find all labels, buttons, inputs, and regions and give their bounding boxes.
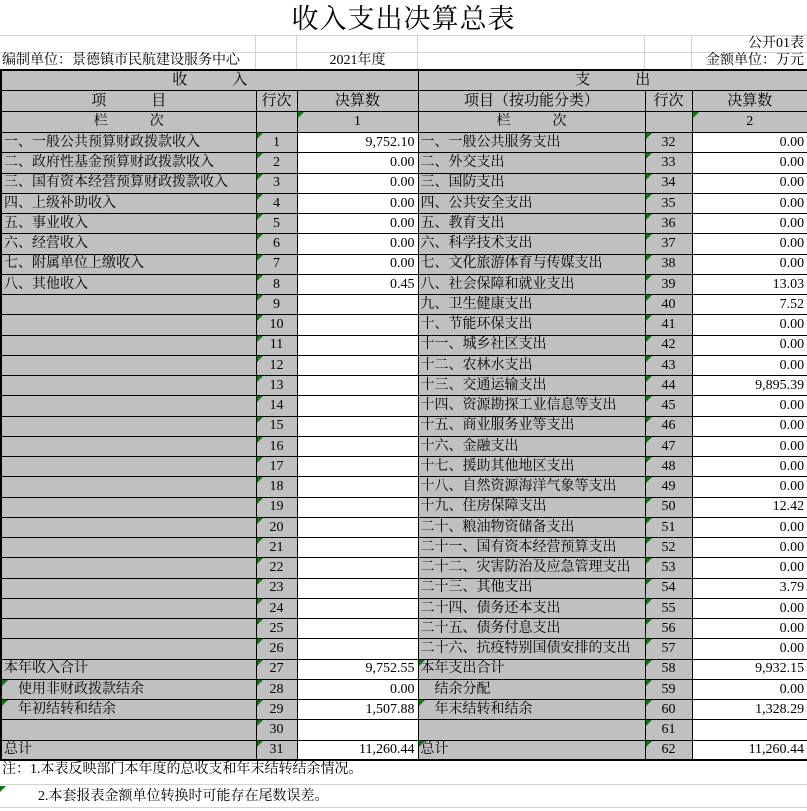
table-row [1,720,807,740]
income-amount-cell[interactable]: 0.00 [297,193,418,213]
income-row-number-cell[interactable]: 13 [256,376,297,396]
income-item-cell[interactable]: 一、一般公共预算财政拨款收入 [1,133,256,153]
income-item-cell[interactable] [1,517,256,537]
expense-amount-cell[interactable]: 3.79 [692,578,807,598]
expense-amount-cell[interactable]: 13.03 [692,274,807,294]
income-amount-cell[interactable]: 0.00 [297,173,418,193]
income-row-number-cell[interactable]: 29 [256,700,297,720]
income-item-header[interactable]: 项 目 [1,91,256,112]
expense-item-cell[interactable]: 十三、交通运输支出 [418,376,645,396]
income-column-index[interactable]: 1 [297,112,418,133]
table-row [1,416,807,436]
income-item-cell[interactable]: 年初结转和结余 [1,700,256,720]
income-item-cell[interactable] [1,477,256,497]
expense-row-number-cell[interactable]: 42 [645,335,692,355]
income-amount-cell[interactable]: 1,507.88 [297,700,418,720]
cell-error-marker [0,786,6,792]
expense-item-cell[interactable]: 本年支出合计 [418,659,645,679]
income-item-cell[interactable]: 使用非财政拨款结余 [1,679,256,699]
table-row [1,436,807,456]
income-amount-cell[interactable] [297,477,418,497]
expense-row-number-cell[interactable]: 55 [645,598,692,618]
table-row [1,558,807,578]
expense-item-cell[interactable]: 十六、金融支出 [418,436,645,456]
expense-row-number-cell[interactable]: 45 [645,396,692,416]
expense-item-cell[interactable]: 八、社会保障和就业支出 [418,274,645,294]
expense-amount-cell[interactable] [692,720,807,740]
income-item-cell[interactable] [1,578,256,598]
income-amount-cell[interactable]: 0.00 [297,234,418,254]
expense-column-blank-cell[interactable] [645,112,692,133]
expense-row-number-cell[interactable]: 52 [645,538,692,558]
table-row [1,335,807,355]
expense-item-cell[interactable]: 六、科学技术支出 [418,234,645,254]
expense-item-cell[interactable]: 结余分配 [418,679,645,699]
income-row-number-cell[interactable]: 31 [256,740,297,760]
income-item-cell[interactable] [1,619,256,639]
expense-amount-cell[interactable]: 0.00 [692,315,807,335]
income-amount-cell[interactable]: 0.00 [297,254,418,274]
expense-amount-cell[interactable]: 0.00 [692,639,807,659]
expense-amount-cell[interactable]: 0.00 [692,193,807,213]
expense-item-cell[interactable]: 七、文化旅游体育与传媒支出 [418,254,645,274]
expense-row-number-cell[interactable]: 32 [645,133,692,153]
income-item-cell[interactable]: 四、上级补助收入 [1,193,256,213]
expense-amount-cell[interactable]: 0.00 [692,679,807,699]
expense-item-cell[interactable]: 五、教育支出 [418,214,645,234]
income-item-cell[interactable] [1,538,256,558]
expense-row-number-cell[interactable]: 53 [645,558,692,578]
income-item-cell[interactable]: 二、政府性基金预算财政拨款收入 [1,153,256,173]
income-row-number-cell[interactable]: 16 [256,436,297,456]
income-item-cell[interactable] [1,416,256,436]
page-title: 收入支出决算总表 [291,4,516,34]
income-item-cell[interactable] [1,558,256,578]
expense-item-cell[interactable]: 十八、自然资源海洋气象等支出 [418,477,645,497]
income-row-number-cell[interactable]: 17 [256,457,297,477]
income-row-number-cell[interactable]: 9 [256,295,297,315]
income-row-number-cell[interactable]: 20 [256,517,297,537]
expense-row-number-header[interactable]: 行次 [645,91,692,112]
table-row [1,598,807,618]
expense-item-cell[interactable]: 一、一般公共服务支出 [418,133,645,153]
sheet-tag: 公开01表 [748,36,804,51]
income-section-header[interactable]: 收 入 [1,70,418,91]
expense-amount-cell[interactable]: 0.00 [692,254,807,274]
expense-item-cell[interactable]: 十九、住房保障支出 [418,497,645,517]
income-row-number-cell[interactable]: 18 [256,477,297,497]
table-row [1,315,807,335]
income-item-cell[interactable] [1,355,256,375]
income-row-number-header[interactable]: 行次 [256,91,297,112]
income-amount-cell[interactable]: 9,752.10 [297,133,418,153]
expense-amount-cell[interactable]: 9,895.39 [692,376,807,396]
income-row-number-cell[interactable]: 8 [256,274,297,294]
income-row-number-cell[interactable]: 10 [256,315,297,335]
expense-item-cell[interactable]: 二十四、债务还本支出 [418,598,645,618]
expense-amount-cell[interactable]: 0.00 [692,598,807,618]
income-row-number-cell[interactable]: 15 [256,416,297,436]
expense-row-number-cell[interactable]: 59 [645,679,692,699]
income-item-cell[interactable]: 总计 [1,740,256,760]
table-row [1,639,807,659]
expense-row-number-cell[interactable]: 62 [645,740,692,760]
income-item-cell[interactable]: 六、经营收入 [1,234,256,254]
expense-row-number-cell[interactable]: 41 [645,315,692,335]
expense-row-number-cell[interactable]: 37 [645,234,692,254]
fiscal-year-label: 2021年度 [329,53,386,68]
income-row-number-cell[interactable]: 26 [256,639,297,659]
income-row-number-cell[interactable]: 21 [256,538,297,558]
expense-item-cell[interactable]: 二、外交支出 [418,153,645,173]
expense-item-cell[interactable]: 二十三、其他支出 [418,578,645,598]
expense-amount-cell[interactable]: 0.00 [692,416,807,436]
expense-amount-cell[interactable]: 0.00 [692,558,807,578]
income-item-cell[interactable] [1,376,256,396]
expense-row-number-cell[interactable]: 49 [645,477,692,497]
income-amount-cell[interactable] [297,619,418,639]
gridline-horizontal [0,784,807,785]
income-amount-cell[interactable]: 0.00 [297,214,418,234]
expense-row-number-cell[interactable]: 38 [645,254,692,274]
income-amount-cell[interactable] [297,497,418,517]
expense-item-cell[interactable]: 二十、粮油物资储备支出 [418,517,645,537]
table-row [1,376,807,396]
income-amount-cell[interactable] [297,558,418,578]
income-row-number-cell[interactable]: 11 [256,335,297,355]
income-item-cell[interactable] [1,315,256,335]
income-amount-cell[interactable] [297,355,418,375]
expense-item-cell[interactable]: 二十六、抗疫特别国债安排的支出 [418,639,645,659]
table-row [1,173,807,193]
income-row-number-cell[interactable]: 24 [256,598,297,618]
income-amount-cell[interactable] [297,436,418,456]
table-row [1,457,807,477]
income-item-cell[interactable] [1,497,256,517]
income-row-number-cell[interactable]: 2 [256,153,297,173]
income-row-number-cell[interactable]: 27 [256,659,297,679]
income-row-number-cell[interactable]: 3 [256,173,297,193]
income-amount-cell[interactable] [297,335,418,355]
expense-amount-cell[interactable]: 11,260.44 [692,740,807,760]
expense-row-number-cell[interactable]: 35 [645,193,692,213]
expense-item-cell[interactable]: 十、节能环保支出 [418,315,645,335]
income-row-number-cell[interactable]: 12 [256,355,297,375]
footnote-2: 2.本套报表金额单位转换时可能存在尾数误差。 [38,789,329,804]
expense-row-number-cell[interactable]: 39 [645,274,692,294]
expense-item-cell[interactable]: 十七、援助其他地区支出 [418,457,645,477]
expense-row-number-cell[interactable]: 56 [645,619,692,639]
footnote-1: 注：1.本表反映部门本年度的总收支和年末结转结余情况。 [2,762,363,777]
gridline-vertical [255,35,256,69]
income-row-number-cell[interactable]: 23 [256,578,297,598]
final-accounts-table [0,69,807,761]
expense-amount-cell[interactable]: 0.00 [692,619,807,639]
expense-amount-cell[interactable]: 0.00 [692,173,807,193]
income-item-cell[interactable]: 八、其他收入 [1,274,256,294]
table-row [1,517,807,537]
income-row-number-cell[interactable]: 28 [256,679,297,699]
table-row [1,193,807,213]
income-item-cell[interactable]: 本年收入合计 [1,659,256,679]
table-row [1,700,807,720]
expense-row-number-cell[interactable]: 34 [645,173,692,193]
expense-amount-cell[interactable]: 0.00 [692,457,807,477]
expense-amount-cell[interactable]: 1,328.29 [692,700,807,720]
amount-unit-label: 金额单位：万元 [706,53,804,68]
income-amount-cell[interactable] [297,538,418,558]
expense-section-header[interactable]: 支 出 [418,70,807,91]
table-row [1,679,807,699]
income-amount-cell[interactable] [297,720,418,740]
column-index-row [1,112,807,133]
expense-row-number-cell[interactable]: 47 [645,436,692,456]
income-item-cell[interactable]: 七、附属单位上缴收入 [1,254,256,274]
income-item-cell[interactable] [1,639,256,659]
table-row [1,133,807,153]
expense-item-cell[interactable]: 十四、资源勘探工业信息等支出 [418,396,645,416]
income-row-number-cell[interactable]: 6 [256,234,297,254]
expense-item-cell[interactable]: 年末结转和结余 [418,700,645,720]
income-row-number-cell[interactable]: 4 [256,193,297,213]
expense-amount-cell[interactable]: 0.00 [692,153,807,173]
income-row-number-cell[interactable]: 30 [256,720,297,740]
income-row-number-cell[interactable]: 22 [256,558,297,578]
table-row [1,659,807,679]
income-item-cell[interactable]: 三、国有资本经营预算财政拨款收入 [1,173,256,193]
income-amount-cell[interactable] [297,578,418,598]
expense-row-number-cell[interactable]: 60 [645,700,692,720]
prepared-by-label: 编制单位：景德镇市民航建设服务中心 [2,53,240,68]
expense-row-number-cell[interactable]: 61 [645,720,692,740]
income-item-cell[interactable] [1,457,256,477]
income-amount-cell[interactable] [297,416,418,436]
table-row [1,234,807,254]
income-item-cell[interactable]: 五、事业收入 [1,214,256,234]
income-amount-cell[interactable]: 0.00 [297,679,418,699]
table-row [1,153,807,173]
table-row [1,355,807,375]
expense-item-cell[interactable]: 二十一、国有资本经营预算支出 [418,538,645,558]
expense-row-number-cell[interactable]: 54 [645,578,692,598]
expense-item-cell[interactable]: 总计 [418,740,645,760]
income-row-number-cell[interactable]: 14 [256,396,297,416]
gridline-vertical [644,35,645,69]
expense-column-label[interactable]: 栏 次 [418,112,645,133]
expense-item-cell[interactable]: 二十二、灾害防治及应急管理支出 [418,558,645,578]
gridline-vertical [691,35,692,69]
expense-amount-cell[interactable]: 0.00 [692,396,807,416]
income-row-number-cell[interactable]: 5 [256,214,297,234]
income-row-number-cell[interactable]: 1 [256,133,297,153]
income-amount-cell[interactable] [297,639,418,659]
income-column-blank-cell[interactable] [256,112,297,133]
expense-amount-cell[interactable]: 0.00 [692,436,807,456]
expense-row-number-cell[interactable]: 33 [645,153,692,173]
expense-row-number-cell[interactable]: 48 [645,457,692,477]
income-item-cell[interactable] [1,720,256,740]
table-row [1,497,807,517]
income-column-label[interactable]: 栏 次 [1,112,256,133]
expense-row-number-cell[interactable]: 58 [645,659,692,679]
expense-item-cell[interactable]: 四、公共安全支出 [418,193,645,213]
gridline-horizontal [0,35,807,36]
expense-amount-cell[interactable]: 0.00 [692,517,807,537]
expense-amount-cell[interactable]: 0.00 [692,214,807,234]
table-row [1,578,807,598]
table-row [1,214,807,234]
expense-item-cell[interactable]: 二十五、债务付息支出 [418,619,645,639]
expense-amount-cell[interactable]: 9,932.15 [692,659,807,679]
expense-amount-cell[interactable]: 12.42 [692,497,807,517]
expense-amount-cell[interactable]: 0.00 [692,335,807,355]
expense-item-cell[interactable]: 十二、农林水支出 [418,355,645,375]
income-amount-cell[interactable] [297,396,418,416]
expense-row-number-cell[interactable]: 46 [645,416,692,436]
expense-amount-cell[interactable]: 0.00 [692,133,807,153]
table-row [1,477,807,497]
income-amount-cell[interactable] [297,457,418,477]
expense-item-cell[interactable]: 十五、商业服务业等支出 [418,416,645,436]
income-amount-cell[interactable] [297,295,418,315]
income-amount-cell[interactable]: 9,752.55 [297,659,418,679]
expense-amount-header[interactable]: 决算数 [692,91,807,112]
income-amount-cell[interactable] [297,517,418,537]
income-row-number-cell[interactable]: 19 [256,497,297,517]
expense-amount-cell[interactable]: 0.00 [692,355,807,375]
income-amount-cell[interactable]: 11,260.44 [297,740,418,760]
expense-item-cell[interactable]: 九、卫生健康支出 [418,295,645,315]
column-header-row [1,91,807,112]
table-row [1,396,807,416]
expense-row-number-cell[interactable]: 43 [645,355,692,375]
income-item-cell[interactable] [1,335,256,355]
income-row-number-cell[interactable]: 7 [256,254,297,274]
income-item-cell[interactable] [1,396,256,416]
expense-column-index[interactable]: 2 [692,112,807,133]
expense-item-header[interactable]: 项目（按功能分类） [418,91,645,112]
expense-item-cell[interactable] [418,720,645,740]
expense-row-number-cell[interactable]: 57 [645,639,692,659]
expense-amount-cell[interactable]: 0.00 [692,477,807,497]
expense-amount-cell[interactable]: 0.00 [692,538,807,558]
expense-row-number-cell[interactable]: 40 [645,295,692,315]
table-body [1,133,807,761]
expense-item-cell[interactable]: 十一、城乡社区支出 [418,335,645,355]
section-banner-row [1,70,807,91]
income-row-number-cell[interactable]: 25 [256,619,297,639]
expense-row-number-cell[interactable]: 51 [645,517,692,537]
expense-item-cell[interactable]: 三、国防支出 [418,173,645,193]
expense-row-number-cell[interactable]: 44 [645,376,692,396]
income-amount-cell[interactable]: 0.00 [297,153,418,173]
table-row [1,619,807,639]
table-row [1,538,807,558]
income-amount-cell[interactable] [297,315,418,335]
income-amount-cell[interactable] [297,598,418,618]
income-item-cell[interactable] [1,436,256,456]
table-row [1,295,807,315]
income-amount-header[interactable]: 决算数 [297,91,418,112]
income-item-cell[interactable] [1,295,256,315]
table-row [1,254,807,274]
income-amount-cell[interactable] [297,376,418,396]
expense-row-number-cell[interactable]: 50 [645,497,692,517]
table-row [1,274,807,294]
expense-row-number-cell[interactable]: 36 [645,214,692,234]
income-amount-cell[interactable]: 0.45 [297,274,418,294]
income-item-cell[interactable] [1,598,256,618]
expense-amount-cell[interactable]: 7.52 [692,295,807,315]
expense-amount-cell[interactable]: 0.00 [692,234,807,254]
